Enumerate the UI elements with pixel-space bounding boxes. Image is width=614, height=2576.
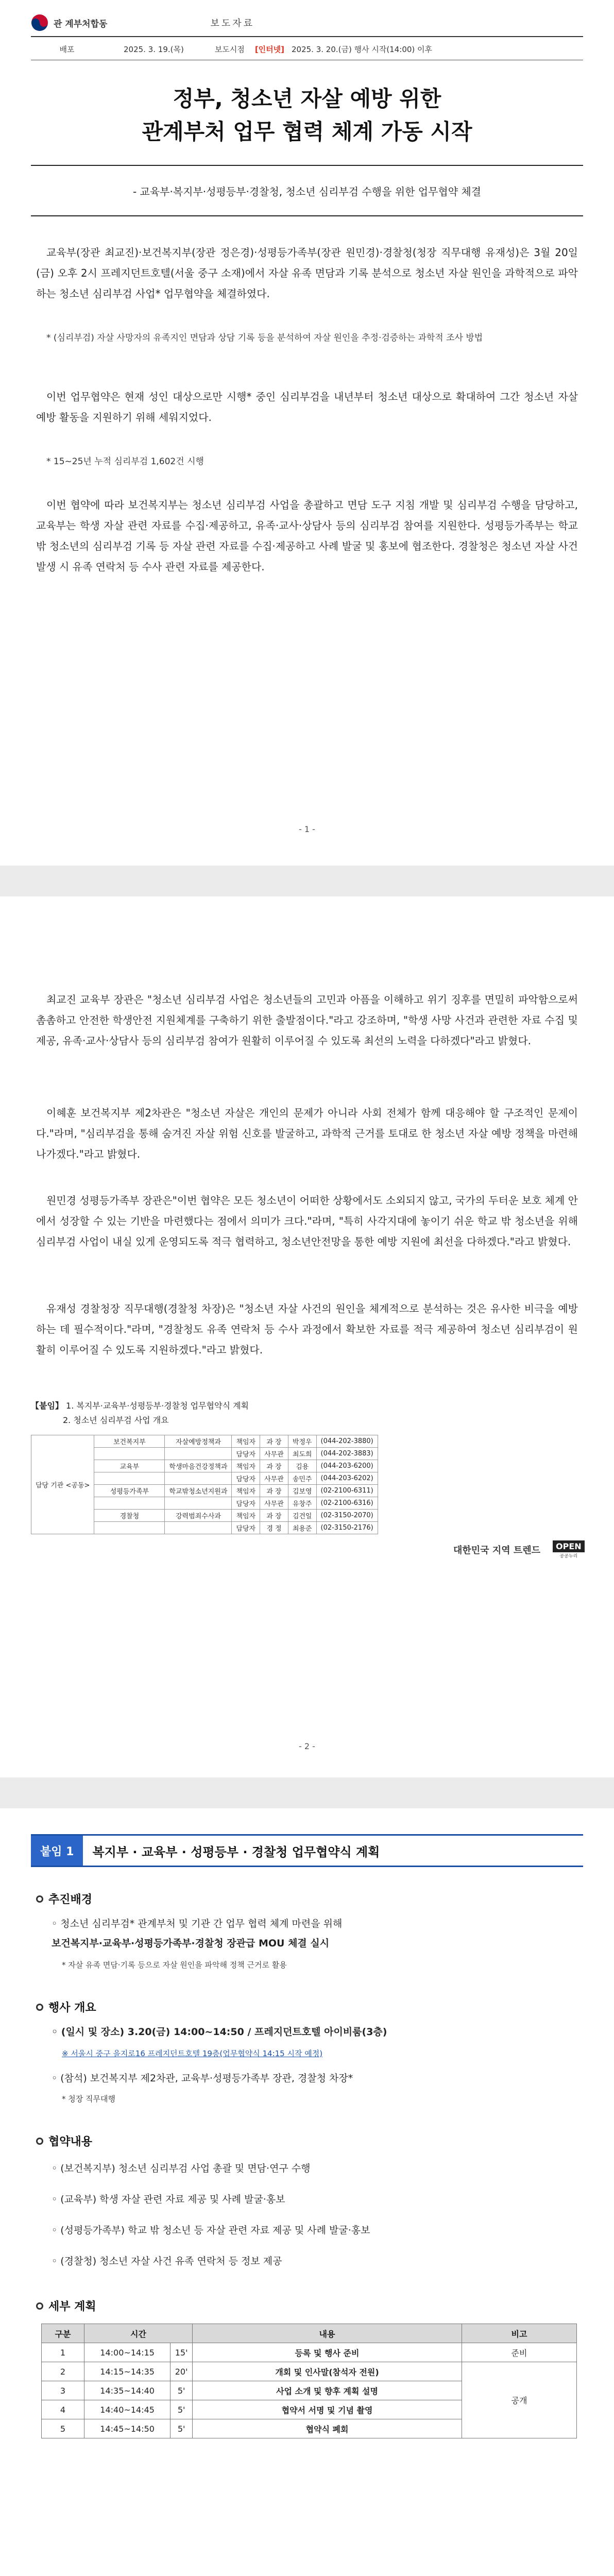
subheadline-box	[31, 165, 583, 216]
paragraph: 유재성 경찰청장 직무대행(경찰청 차장)은 "청소년 자살 사건의 원인을 체계적으로 분석하는 것은 유사한 비극을 예방하는 데 필수적이다."라며, "경찰청도 유족 연락처 등 수사 과정에서 확보한 자료를 적극 제공하여 청소년 심리부검이 원활히 이루어질 수 있도록 지원하겠다."라고 밝혔다.	[36, 1302, 578, 1356]
heading-content	[36, 2133, 92, 2149]
contact-phone1: (02-3150-2070)	[316, 1510, 378, 1522]
contact-org	[94, 1522, 165, 1534]
contact-phone1: (02-2100-6311)	[316, 1485, 378, 1497]
purpose-line: ◦ 청소년 심리부검* 관계부처 및 기관 간 업무 협력 체계 마련을 위해	[52, 1918, 343, 1929]
heading-text: 추진배경	[48, 1893, 93, 1906]
contact-phone1: (044-203-6202)	[316, 1472, 378, 1485]
schedule-time: 14:15~14:35	[84, 2362, 170, 2381]
contact-name1: 박정우	[288, 1435, 316, 1448]
heading-text: 행사 개요	[48, 2002, 96, 2014]
contact-dept	[165, 1472, 232, 1485]
square-bullet-icon	[36, 2302, 43, 2310]
paragraph: 이번 협약에 따라 보건복지부는 청소년 심리부검 사업을 총괄하고 면담 도구 지침 개발 및 심리부검 수행을 담당하고, 교육부는 학생 자살 관련 자료를 수집·제공하고, 유족·교사·상담사 등의 심리부검 참여를 지원한다. 성평등가족부는 학교 밖 청소년의 심리부검 기록 등 자살 관련 자료를 수집·제공하고 사례 발굴 및 홍보에 협조한다. 경찰청은 청소년 자살 사건 발생 시 유족 연락처 등 수사 관련 자료를 제공한다.	[36, 499, 578, 573]
section-title: 복지부 · 교육부 · 성평등부 · 경찰청 업무협약식 계획	[92, 1844, 380, 1859]
schedule-dur: 15'	[170, 2343, 193, 2362]
contact-dept: 자살예방정책과	[165, 1435, 232, 1448]
footnote: * (심리부검) 자살 사망자의 유족지인 면담과 상담 기록 등을 분석하여 자살 원인을 추정·검증하는 과학적 조사 방법	[46, 333, 483, 343]
page-number: - 2 -	[299, 1741, 315, 1751]
contact-name1: 김건일	[288, 1510, 316, 1522]
contact-dept	[165, 1497, 232, 1510]
contact-org: 보건복지부	[94, 1435, 165, 1448]
footer-logos	[453, 1540, 585, 1559]
agreement-item: ◦ (보건복지부) 청소년 심리부검 사업 총괄 및 면담·연구 수행	[52, 2163, 311, 2174]
contact-phone1: (044-203-6200)	[316, 1460, 378, 1472]
release-meta	[31, 38, 583, 60]
schedule-no: 2	[42, 2362, 84, 2381]
agreement-item: ◦ (성평등가족부) 학교 밖 청소년 등 자살 관련 자료 제공 및 사례 발굴·홍보	[52, 2225, 370, 2236]
section-number: 붙임 1	[31, 1836, 83, 1866]
contact-title1: 사무관	[260, 1497, 288, 1510]
contact-role1: 책임자	[232, 1510, 260, 1522]
schedule-row	[42, 2343, 577, 2362]
contact-name1: 최도희	[288, 1448, 316, 1460]
contact-title1: 경 정	[260, 1522, 288, 1534]
attachment-1: 1. 복지부·교육부·성평등부·경찰청 업무협약식 계획	[66, 1401, 249, 1411]
press-header	[31, 9, 583, 37]
contact-phone1: (02-2100-6316)	[316, 1497, 378, 1510]
contact-role1: 책임자	[232, 1435, 260, 1448]
heading-text: 협약내용	[48, 2136, 93, 2148]
release-label: 배포	[59, 44, 75, 54]
open-sub: 공공누리	[559, 1554, 578, 1559]
paragraph: 원민경 성평등가족부 장관은"이번 협약은 모든 청소년이 어떠한 상황에서도 소외되지 않고, 국가의 두터운 보호 체계 안에서 성장할 수 있는 기반을 마련했다는 점에서 의미가 크다."라며, "특히 사각지대에 놓이기 쉬운 학교 밖 청소년을 위해 심리부검 사업이 내실 있게 운영되도록 적극 협력하고, 청소년안전망을 통한 예방 지원에 최선을 다하겠다."라고 밝혔다.	[36, 1194, 578, 1248]
contact-title1: 과 장	[260, 1435, 288, 1448]
schedule-no: 3	[42, 2381, 84, 2400]
schedule-time: 14:45~14:50	[84, 2419, 170, 2438]
contact-title1: 과 장	[260, 1510, 288, 1522]
col-header: 내용	[193, 2324, 462, 2343]
ministry-name: 관 계부처합동	[54, 19, 108, 29]
contact-title1: 과 장	[260, 1485, 288, 1497]
headline-line2: 관계부처 업무 협력 체계 가동 시작	[142, 119, 472, 144]
schedule-note: 준비	[462, 2343, 577, 2362]
release-date: 2025. 3. 19.(목)	[124, 44, 184, 54]
contact-title1: 과 장	[260, 1460, 288, 1472]
schedule-dur: 5'	[170, 2381, 193, 2400]
contact-name1: 김용	[288, 1460, 316, 1472]
schedule-time: 14:35~14:40	[84, 2381, 170, 2400]
contact-dept: 학교밖청소년지원과	[165, 1485, 232, 1497]
paragraph: 교육부(장관 최교진)·보건복지부(장관 정은경)·성평등가족부(장관 원민경)·경찰청(청장 직무대행 유재성)은 3월 20일(금) 오후 2시 프레지던트호텔(서울 중구 소재)에서 자살 유족 면담과 기록 분석으로 청소년 자살 원인을 과학적으로 파악하는 청소년 심리부검 사업* 업무협약을 체결하였다.	[36, 246, 578, 300]
contact-name1: 유창주	[288, 1497, 316, 1510]
contact-dept	[165, 1448, 232, 1460]
contact-org: 성평등가족부	[94, 1485, 165, 1497]
doc-type: 보도자료	[210, 18, 255, 29]
event-attendees: ◦ (참석) 보건복지부 제2차관, 교육부·성평등가족부 장관, 경찰청 차장*	[52, 2073, 353, 2084]
col-header: 구분	[42, 2324, 84, 2343]
schedule-content: 협약식 폐회	[193, 2419, 462, 2438]
attachment-2: 2. 청소년 심리부검 사업 개요	[63, 1415, 169, 1425]
contact-table	[31, 1435, 378, 1534]
contact-org: 교육부	[94, 1460, 165, 1472]
event-location-note: ※ 서울시 중구 을지로16 프레지던트호텔 19층(업무협약식 14:15 시작 예정)	[62, 2049, 323, 2058]
contact-role1: 담당자	[232, 1522, 260, 1534]
page-1	[0, 0, 614, 866]
contact-role1: 담당자	[232, 1497, 260, 1510]
event-when: ◦ (일시 및 장소) 3.20(금) 14:00~14:50 / 프레지던트호텔 아이비룸(3층)	[52, 2026, 387, 2038]
page-number: - 1 -	[299, 824, 315, 834]
schedule-no: 4	[42, 2400, 84, 2419]
square-bullet-icon	[36, 2138, 43, 2145]
schedule-note: 공개	[462, 2362, 577, 2438]
subheadline: - 교육부·복지부·성평등부·경찰청, 청소년 심리부검 수행을 위한 업무협약 체결	[132, 185, 482, 198]
contact-org	[94, 1497, 165, 1510]
heading-schedule	[36, 2298, 96, 2314]
contact-role1: 책임자	[232, 1460, 260, 1472]
section-header-1	[31, 1834, 583, 1867]
contact-name1: 최용준	[288, 1522, 316, 1534]
contact-label: 담당 기관 <공동>	[31, 1435, 94, 1534]
heading-background	[36, 1891, 92, 1907]
page-2	[0, 896, 614, 1777]
contact-dept: 학생마음건강정책과	[165, 1460, 232, 1472]
contact-role1: 담당자	[232, 1448, 260, 1460]
paragraph: 이혜훈 보건복지부 제2차관은 "청소년 자살은 개인의 문제가 아니라 사회 전체가 함께 대응해야 할 구조적인 문제이다."라며, "심리부검을 통해 숨겨진 자살 위험 신호를 발굴하고, 과학적 근거를 토대로 한 청소년 자살 예방 정책을 마련해 나가겠다."라고 밝혔다.	[36, 1107, 578, 1160]
heading-text: 세부 계획	[48, 2300, 96, 2313]
contact-org	[94, 1448, 165, 1460]
contact-org: 경찰청	[94, 1510, 165, 1522]
government-logo	[31, 14, 107, 31]
agreement-item: ◦ (교육부) 학생 자살 관련 자료 제공 및 사례 발굴·홍보	[52, 2194, 285, 2205]
schedule-dur: 5'	[170, 2419, 193, 2438]
korea-trend-logo: 대한민국 지역 트렌드	[453, 1545, 541, 1556]
contact-org	[94, 1472, 165, 1485]
schedule-row	[42, 2362, 577, 2381]
headline-line1: 정부, 청소년 자살 예방 위한	[173, 86, 441, 111]
schedule-time: 14:00~14:15	[84, 2343, 170, 2362]
open-mark: OPEN	[554, 1541, 584, 1551]
contact-phone1: (044-202-3880)	[316, 1435, 378, 1448]
taegeuk-icon	[31, 14, 48, 31]
col-header: 비고	[462, 2324, 577, 2343]
schedule-dur: 20'	[170, 2362, 193, 2381]
internet-tag: [인터넷]	[254, 44, 284, 54]
schedule-content: 사업 소개 및 향후 계획 설명	[193, 2381, 462, 2400]
contact-phone1: (02-3150-2176)	[316, 1522, 378, 1534]
contact-name1: 송민주	[288, 1472, 316, 1485]
contact-dept	[165, 1522, 232, 1534]
square-bullet-icon	[36, 2004, 43, 2011]
headline	[31, 82, 583, 148]
contact-title1: 사무관	[260, 1448, 288, 1460]
page-gap	[0, 1777, 614, 1808]
contact-row	[31, 1435, 378, 1448]
open-license-logo	[553, 1540, 585, 1559]
schedule-content: 개회 및 인사말(참석자 전원)	[193, 2362, 462, 2381]
agreement-item: ◦ (경찰청) 청소년 자살 사건 유족 연락처 등 정보 제공	[52, 2256, 282, 2267]
col-header: 시간	[84, 2324, 193, 2343]
attachment-label: 【붙임】	[31, 1401, 63, 1411]
purpose-note: * 자살 유족 면담·기록 등으로 자살 원인을 파악해 정책 근거로 활용	[62, 1960, 287, 1970]
schedule-time: 14:40~14:45	[84, 2400, 170, 2419]
event-attendees-note: * 청장 직무대행	[62, 2094, 115, 2104]
purpose-line-bold: 보건복지부·교육부·성평등가족부·경찰청 장관급 MOU 체결 실시	[52, 1938, 330, 1949]
contact-name1: 김보영	[288, 1485, 316, 1497]
schedule-no: 1	[42, 2343, 84, 2362]
attachment-list	[31, 1399, 249, 1428]
contact-title1: 사무관	[260, 1472, 288, 1485]
schedule-no: 5	[42, 2419, 84, 2438]
embargo-time: 2025. 3. 20.(금) 행사 시작(14:00) 이후	[292, 44, 433, 54]
page-gap	[0, 866, 614, 896]
contact-phone1: (044-202-3883)	[316, 1448, 378, 1460]
square-bullet-icon	[36, 1895, 43, 1903]
contact-dept: 강력범죄수사과	[165, 1510, 232, 1522]
footnote: * 15~25년 누적 심리부검 1,602건 시행	[46, 456, 204, 467]
contact-role1: 담당자	[232, 1472, 260, 1485]
schedule-table	[41, 2324, 577, 2438]
embargo-label: 보도시점	[214, 44, 245, 54]
paragraph: 이번 업무협약은 현재 성인 대상으로만 시행* 중인 심리부검을 내년부터 청소년 대상으로 확대하여 그간 청소년 자살 예방 활동을 지원하기 위해 세워지었다.	[36, 391, 578, 423]
heading-event	[36, 1999, 96, 2015]
schedule-dur: 5'	[170, 2400, 193, 2419]
paragraph: 최교진 교육부 장관은 "청소년 심리부검 사업은 청소년들의 고민과 아픔을 이해하고 위기 징후를 면밀히 파악함으로써 촘촘하고 안전한 학생안전 지원체계를 구축하기 위한 출발점이다."라고 강조하며, "학생 사망 사건과 관련한 자료 수집 및 제공, 유족·교사·상담사 등의 심리부검 참여가 원활히 이루어질 수 있도록 최선의 노력을 다하겠다"라고 밝혔다.	[36, 993, 578, 1047]
contact-role1: 책임자	[232, 1485, 260, 1497]
schedule-content: 등록 및 행사 준비	[193, 2343, 462, 2362]
schedule-content: 협약서 서명 및 기념 촬영	[193, 2400, 462, 2419]
